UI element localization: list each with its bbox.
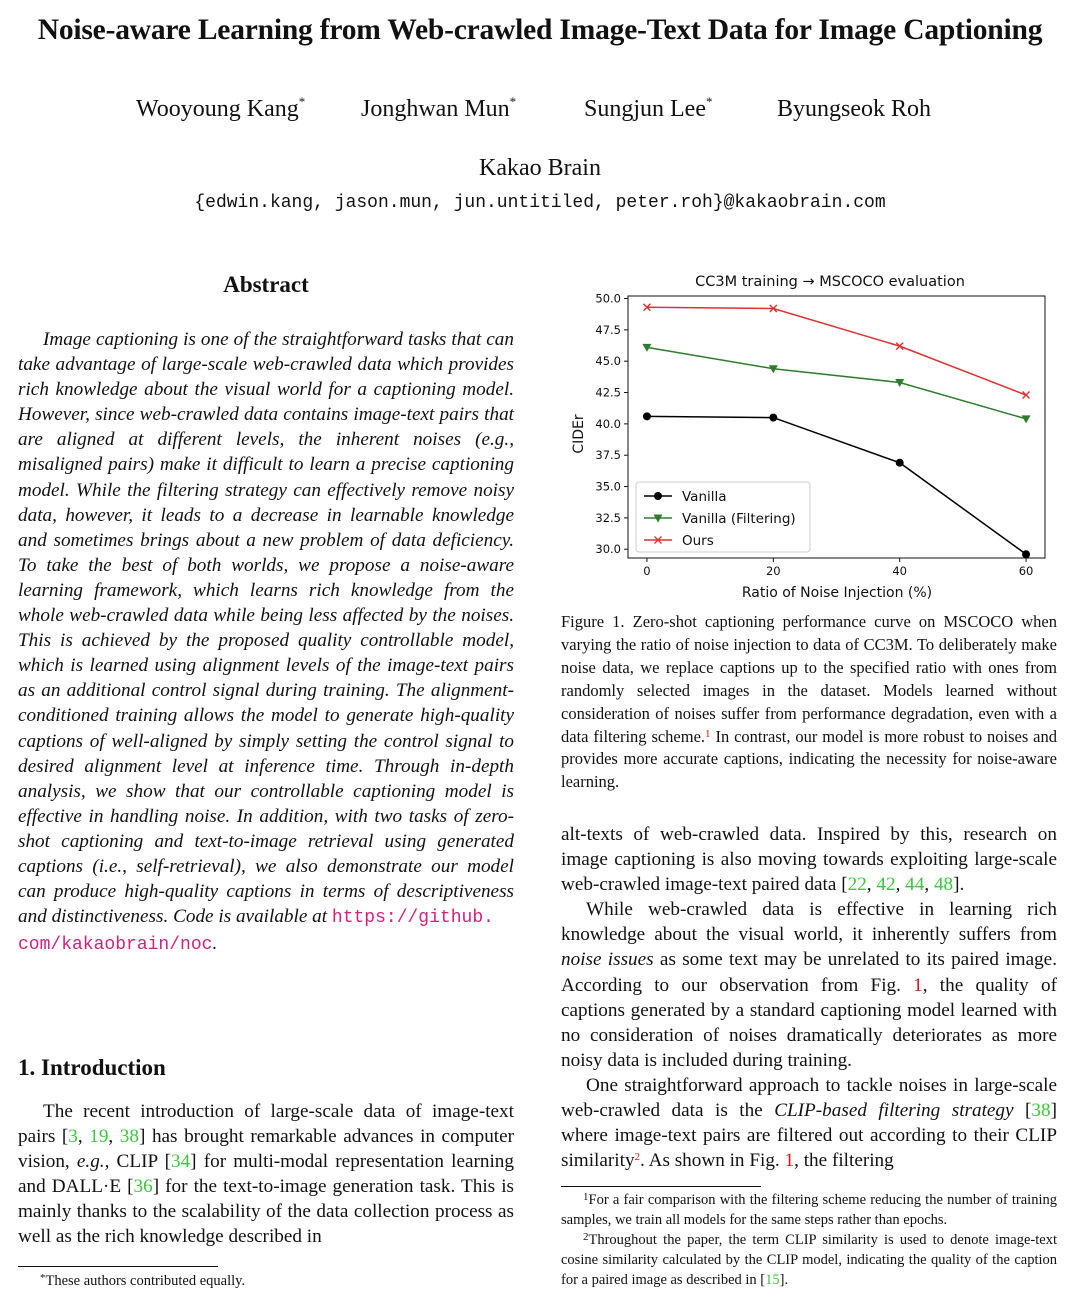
citation-link[interactable]: 36 <box>133 1176 153 1198</box>
intro-paragraph-1-continued: alt-texts of web-crawled data. Inspired by this, research on image captioning is also moving towards exploiting large-scale web-crawled image-text paired data [22, 42, 44, 48]. While web-crawled data is effective in learning rich knowledge about the visual world, it inherently suffers from noise issues as some text may be unrelated to its paired image. According to our observation from Fig. 1, the quality of captions generated by a standard captioning model learned with no consideration of noises dramatically deteriorates as more noisy data is included during training. One straightforward approach to tackle noises in large-scale web-crawled data is the CLIP-based filtering strategy [38] where image-text pairs are filtered out according to their CLIP similarity$^2$. As shown in Fig. 1, the filtering <box>561 822 1057 1173</box>
abstract-body: Image captioning is one of the straightforward tasks that can take advantage of large-scale web-crawled data which provides rich knowledge about the visual world for a captioning model. However, since web-crawled data contains image-text pairs that are aligned at different levels, the inherent noises (e.g., misaligned pairs) make it difficult to learn a precise captioning model. While the filtering strategy can effectively remove noisy data, however, it leads to a decrease in learnable knowledge and sometimes brings about a new problem of data deficiency. To take the best of both worlds, we propose a noise-aware learning framework, which learns rich knowledge from the whole web-crawled data while being less affected by the noises. This is achieved by the proposed quality controllable model, which is learned using alignment levels of the image-text pairs as an additional control signal during training. The alignment-conditioned training allows the model to generate high-quality captions of well-aligned by simply setting the control signal to desired alignment level at inference time. Through in-depth analysis, we show that our controllable captioning model is effective in handling noise. In addition, with two tasks of zero-shot captioning and text-to-image retrieval using generated captions (i.e., self-retrieval), we also demonstrate our model can produce high-quality captions in terms of descriptiveness and distinctiveness. Code is available at https://github. com/kakaobrain/noc. <box>18 329 514 956</box>
section-heading-introduction: 1. Introduction <box>18 1055 166 1080</box>
citation-link[interactable]: 42 <box>876 874 896 896</box>
footnote-ref[interactable]: 1 <box>705 727 711 740</box>
author: Jonghwan Mun* <box>361 94 517 122</box>
author-emails: {edwin.kang, jason.mun, jun.untitiled, peter.roh}@kakaobrain.com <box>194 193 886 213</box>
footnote-2: $^2$Throughout the paper, the term CLIP similarity is used to denote image-text cosine similarity calculated by the CLIP model, indicating the quality of the caption for a paired image as described in [15]. <box>561 1231 1057 1288</box>
citation-link[interactable]: 38 <box>1031 1100 1051 1122</box>
chart-ytick-label: 50.0 <box>595 291 621 306</box>
footnote-rule <box>18 1266 218 1267</box>
affiliation: Kakao Brain <box>479 155 601 181</box>
citation-link[interactable]: 48 <box>933 874 954 896</box>
chart-point <box>1023 392 1030 399</box>
chart-point <box>769 414 777 422</box>
citation-link[interactable]: 44 <box>905 874 925 896</box>
chart-ytick-label: 32.5 <box>595 510 621 525</box>
chart-point <box>896 459 904 467</box>
intro-paragraph-3: One straightforward approach to tackle noises in large-scale web-crawled data is the CLIP-based filtering strategy [38] where image-text pairs are filtered out according to their CLIP similarity$^2$. As shown in Fig. 1, the filtering <box>561 1074 1057 1172</box>
figure-1-caption: Figure 1. Zero-shot captioning performance curve on MSCOCO when varying the ratio of noise injection to data of CC3M. To deliberately make noise data, we replace captions up to the specified ratio with ones from randomly selected images in the dataset. Models learned without consideration of noises suffer from performance degradation, even with a data filtering scheme.$^1$ In contrast, our model is more robust to noises and provides more accurate captions, indicating the necessity for noise-aware learning. <box>561 612 1057 792</box>
chart-legend-label: Vanilla <box>682 489 727 505</box>
footnote-equal-contribution: *These authors contributed equally. <box>40 1272 246 1289</box>
footnote-1: $^1$For a fair comparison with the filtering scheme reducing the number of training samples, we train all models for the same steps rather than epochs. <box>561 1191 1057 1228</box>
chart-xtick-label: 20 <box>765 564 781 578</box>
chart-xtick-label: 40 <box>892 564 908 578</box>
chart-xtick-label: 60 <box>1018 564 1034 578</box>
chart-series-line <box>647 307 1026 395</box>
chart-ytick-label: 35.0 <box>595 479 621 494</box>
chart-point <box>1022 415 1031 423</box>
paper-title: Noise-aware Learning from Web-crawled Image-Text Data for Image Captioning <box>37 14 1043 46</box>
code-link[interactable]: https://github. com/kakaobrain/noc <box>18 908 494 956</box>
chart-point <box>1022 550 1030 558</box>
chart-legend-marker <box>654 492 662 500</box>
chart-ytick-label: 40.0 <box>595 416 621 431</box>
chart-legend-label: Vanilla (Filtering) <box>682 511 796 527</box>
chart-ytick-label: 47.5 <box>595 322 621 337</box>
chart-xtick-label: 0 <box>643 564 651 578</box>
chart-ytick-label: 30.0 <box>595 542 621 557</box>
chart-series-line <box>647 347 1026 418</box>
author: Wooyoung Kang* <box>136 94 306 122</box>
footnote-rule <box>561 1186 761 1187</box>
figure-ref[interactable]: 1 <box>913 974 923 996</box>
chart-ylabel: CIDEr <box>571 414 587 454</box>
citation-link[interactable]: 38 <box>119 1126 139 1148</box>
footnote-ref[interactable]: 2 <box>634 1151 641 1164</box>
intro-paragraph-1: The recent introduction of large-scale data of image-text pairs [3, 19, 38] has brought remarkable advances in computer vision, e.g., CLIP [34] for multi-modal representation learning and DALL·E [36] for the text-to-image generation task. This is mainly thanks to the scalability of the data collection process as well as the rich knowledge described in <box>18 1101 515 1248</box>
figure-ref[interactable]: 1 <box>784 1150 795 1172</box>
chart-title: CC3M training → MSCOCO evaluation <box>695 274 965 290</box>
citation-link[interactable]: 15 <box>765 1272 780 1288</box>
chart-legend-label: Ours <box>682 533 714 549</box>
chart-ytick-label: 37.5 <box>595 448 621 463</box>
footnotes-right <box>561 1190 1057 1290</box>
chart-point <box>643 412 651 420</box>
author: Sungjun Lee* <box>584 94 713 122</box>
author: Byungseok Roh <box>777 96 932 122</box>
intro-paragraph-2: While web-crawled data is effective in learning rich knowledge about the visual world, it inherently suffers from noise issues as some text may be unrelated to its paired image. According to our observation from Fig. 1, the quality of captions generated by a standard captioning model learned with no consideration of noises dramatically deteriorates as more noisy data is included during training. <box>561 899 1057 1071</box>
figure-1-chart <box>560 266 1060 606</box>
chart-ytick-label: 45.0 <box>595 354 621 369</box>
citation-link[interactable]: 34 <box>170 1151 191 1173</box>
chart-xlabel: Ratio of Noise Injection (%) <box>741 585 933 601</box>
chart-ytick-label: 42.5 <box>595 385 621 400</box>
citation-link[interactable]: 3 <box>68 1126 78 1148</box>
abstract-heading: Abstract <box>223 272 309 297</box>
citation-link[interactable]: 22 <box>847 874 867 896</box>
citation-link[interactable]: 19 <box>89 1126 109 1148</box>
